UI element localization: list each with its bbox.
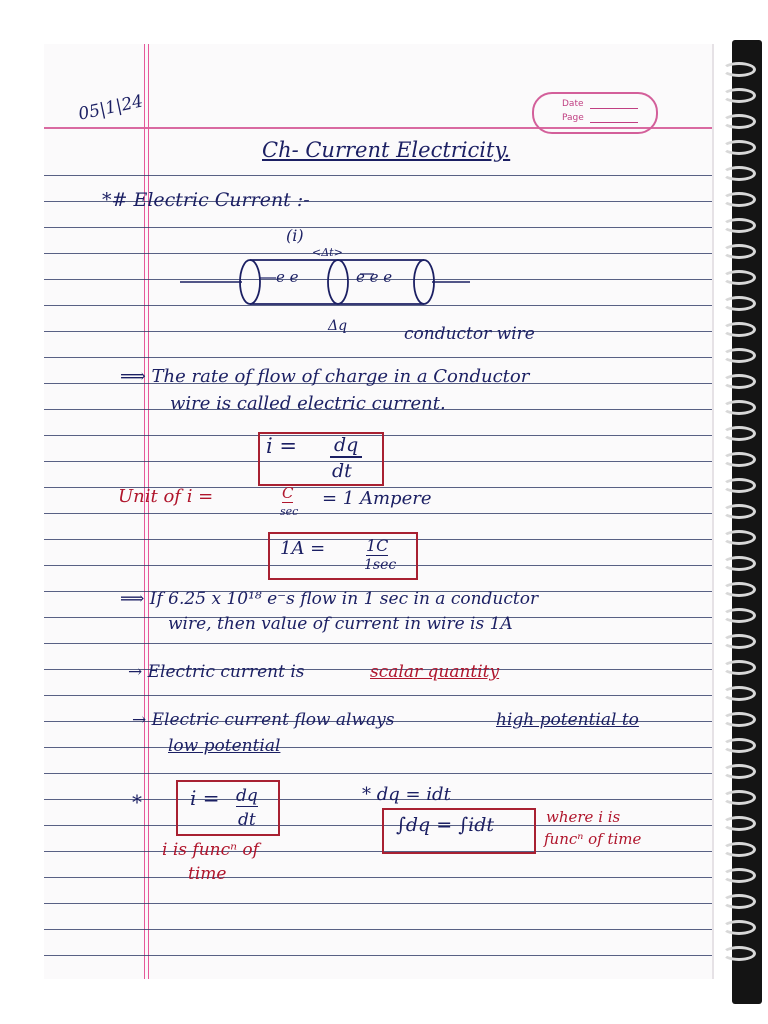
section-heading: *# Electric Current :- [102, 189, 310, 211]
conductor-label: conductor wire [404, 324, 535, 344]
scalar-highlight: scalar quantity [370, 662, 500, 682]
delta-t-label: <Δt> [312, 246, 343, 259]
rule-line [44, 903, 712, 904]
margin-line [144, 44, 145, 979]
wire-drawing [180, 250, 470, 320]
rule-line [44, 513, 712, 514]
rule-line [44, 773, 712, 774]
electrons-left: e e [276, 268, 299, 286]
formula2-lhs: 1A = [280, 538, 326, 559]
definition-line-2: wire is called electric current. [170, 393, 446, 414]
unit-numerator: C [282, 484, 294, 502]
function-note-2: time [188, 864, 227, 884]
example-line-2: wire, then value of current in wire is 1A [168, 614, 513, 634]
rule-line [44, 175, 712, 176]
rule-line [44, 643, 712, 644]
chapter-title: Ch- Current Electricity. [262, 138, 511, 162]
rule-line [44, 227, 712, 228]
rule-line [44, 955, 712, 956]
rule-line [44, 331, 712, 332]
rule-line [44, 877, 712, 878]
example-line-1: ⟹ If 6.25 x 10¹⁸ e⁻s flow in 1 sec in a conductor [120, 589, 539, 609]
flow-highlight: high potential to [496, 710, 639, 730]
formula1-numerator: dq [330, 434, 362, 458]
flow-statement: → Electric current flow always [132, 710, 395, 730]
rule-line [44, 747, 712, 748]
rule-line [44, 929, 712, 930]
spiral-binding [732, 40, 762, 1004]
rule-line [44, 357, 712, 358]
flow-line-2: low potential [168, 736, 281, 756]
formula2-denominator: 1sec [364, 557, 397, 573]
electrons-right: e e e [356, 268, 393, 286]
unit-prefix: Unit of i = [118, 486, 214, 507]
where-note-2: funcⁿ of time [544, 830, 642, 848]
star-left: * [132, 790, 142, 814]
formula3-lhs: i = [190, 786, 220, 810]
formula3-denominator: dt [238, 810, 256, 830]
rule-line [44, 695, 712, 696]
formula2-numerator: 1C [366, 536, 389, 555]
definition-line-1: ⟹ The rate of flow of charge in a Conductor [120, 366, 530, 387]
page-label: Page [562, 113, 584, 123]
formula1-lhs: i = [266, 434, 297, 458]
scalar-statement: → Electric current is [128, 662, 305, 682]
function-note-1: i is funcⁿ of [162, 840, 259, 860]
integral-relation: ∫dq = ∫idt [396, 814, 494, 836]
note-date: 05|1|24 [76, 91, 145, 125]
delta-q-label: Δq [328, 318, 348, 334]
current-symbol: (i) [286, 226, 304, 245]
unit-denominator: sec [280, 505, 299, 518]
date-page-stamp [532, 92, 658, 134]
where-note-1: where i is [546, 808, 621, 826]
unit-suffix: = 1 Ampere [322, 488, 432, 509]
margin-line-2 [148, 44, 149, 979]
formula3-numerator: dq [236, 786, 258, 806]
formula1-denominator: dt [332, 460, 352, 482]
differential-relation: * dq = idt [362, 784, 451, 805]
rule-line [44, 851, 712, 852]
date-label: Date [562, 99, 584, 109]
